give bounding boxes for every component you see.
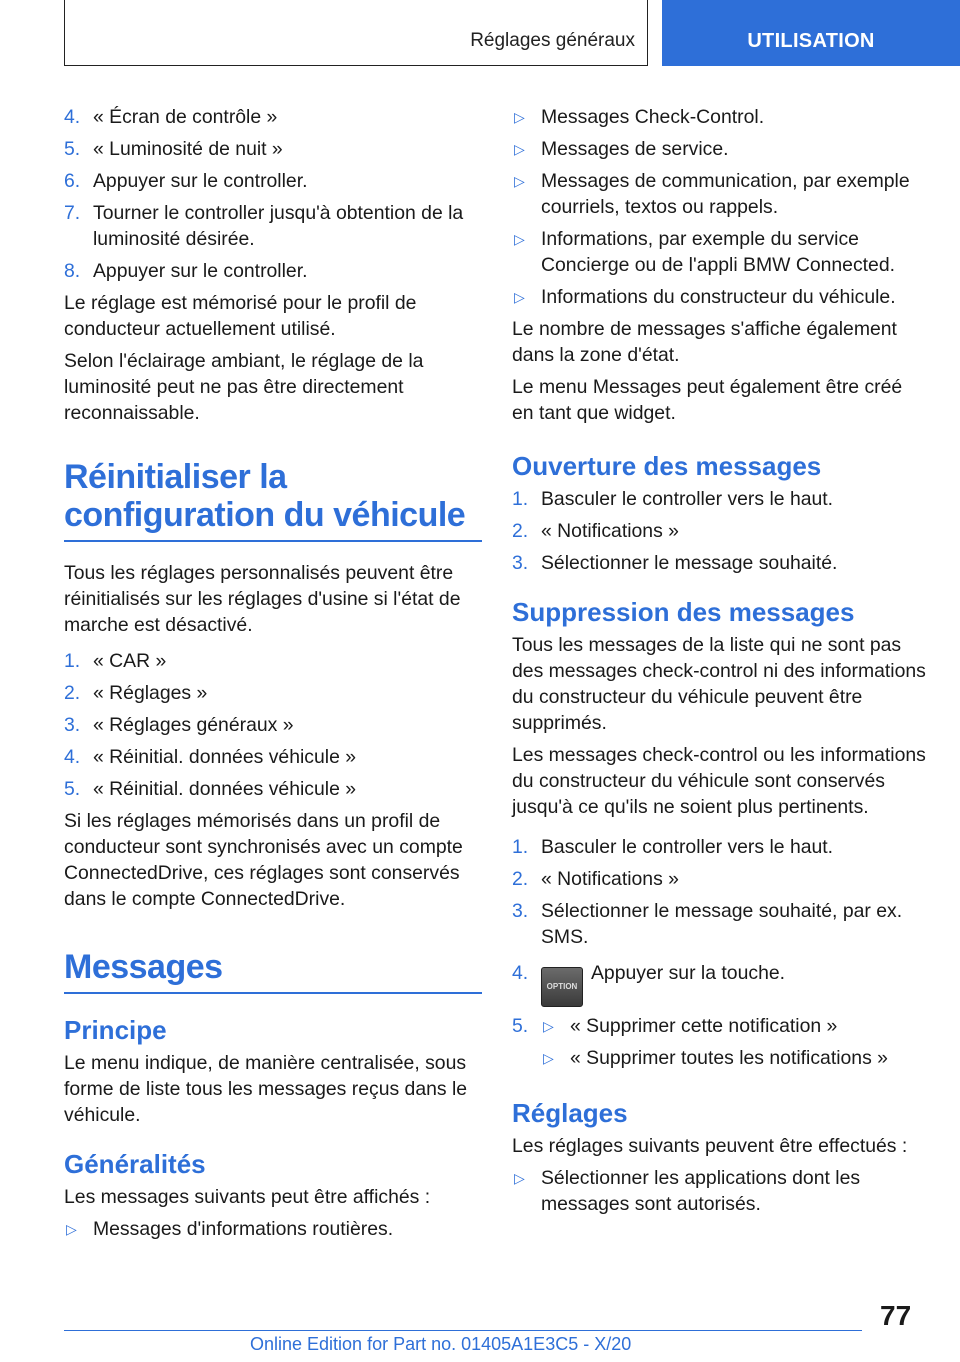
list-item: 2. « Notifications » — [512, 520, 679, 542]
list-item: ▷ Messages Check-Control. — [514, 106, 765, 128]
list-item: ▷ Sélectionner les applications dont les messages sont autorisés. — [514, 1167, 861, 1215]
header-chapter-title: UTILISATION — [747, 30, 875, 52]
list-item: 4. « Écran de contrôle » — [64, 106, 278, 128]
page-number: 77 — [880, 1300, 912, 1331]
bullet-icon: ▷ — [543, 1018, 554, 1034]
heading-messages: Messages — [64, 948, 482, 994]
header-chapter — [662, 0, 960, 66]
list-item: ▷ Messages de communication, par exemple courriels, textos ou rappels. — [514, 170, 910, 218]
footer-divider — [64, 1330, 862, 1331]
list-item: 4. OPTIONAppuyer sur la touche. — [512, 960, 928, 1007]
heading-generalites: Généralités — [64, 1149, 206, 1179]
paragraph: Selon l'éclairage ambiant, le réglage de la luminosité peut ne pas être directement reconnaissable. — [64, 350, 424, 424]
list-item: 5. « Luminosité de nuit » — [64, 138, 283, 160]
left-column — [64, 104, 482, 1248]
paragraph: Le réglage est mémorisé pour le profil de conducteur actuellement utilisé. — [64, 292, 417, 340]
steps-list — [64, 648, 482, 802]
paragraph: Si les réglages mémorisés dans un profil de conducteur sont synchronisés avec un compte ConnectedDrive, ces réglages sont conservés dans le compte ConnectedDrive. — [64, 810, 463, 910]
list-item: 3. Sélectionner le message souhaité. — [512, 552, 838, 574]
list-item: 4. « Réinitial. données véhicule » — [64, 746, 357, 768]
list-item: 2. « Notifications » — [512, 868, 679, 890]
sub-list-item: ▷ « Supprimer cette notification » — [543, 1015, 838, 1037]
heading-open-messages: Ouverture des messages — [512, 451, 822, 481]
list-item: ▷ Messages de service. — [514, 138, 729, 160]
steps-list — [64, 104, 482, 284]
paragraph: Tous les messages de la liste qui ne sont pas des messages check-control ni des informations du constructeur du véhicule peuvent être supprimés. — [512, 634, 926, 734]
list-item: 7. Tourner le controller jusqu'à obtention de la luminosité désirée. — [64, 202, 464, 250]
bullet-icon: ▷ — [543, 1050, 554, 1066]
paragraph: Tous les réglages personnalisés peuvent être réinitialisés sur les réglages d'usine si l'état de marche est désactivé. — [64, 562, 461, 636]
paragraph: Le nombre de messages s'affiche également dans la zone d'état. — [512, 318, 897, 366]
list-item: 5. ▷ « Supprimer cette notification » ▷ « Supprimer toutes les notifications » — [512, 1013, 928, 1077]
list-item: 8. Appuyer sur le controller. — [64, 260, 308, 282]
header-section — [64, 0, 648, 66]
list-item: ▷ Informations du constructeur du véhicule. — [514, 286, 896, 308]
header-section-title: Réglages généraux — [470, 30, 635, 51]
heading-settings: Réglages — [512, 1098, 628, 1128]
list-item: 3. Sélectionner le message souhaité, par ex. SMS. — [512, 900, 903, 948]
paragraph: Le menu indique, de manière centralisée, sous forme de liste tous les messages reçus dans le véhicule. — [64, 1052, 468, 1126]
paragraph: Les messages suivants peut être affichés : — [64, 1186, 431, 1208]
sub-list-item: ▷ « Supprimer toutes les notifications » — [543, 1047, 888, 1069]
footer-edition: Online Edition for Part no. 01405A1E3C5 - X/20 — [250, 1334, 632, 1354]
list-item: 1. Basculer le controller vers le haut. — [512, 488, 834, 510]
bullet-icon: ▷ — [66, 1221, 77, 1237]
list-item: 5. « Réinitial. données véhicule » — [64, 778, 357, 800]
paragraph: Le menu Messages peut également être créé en tant que widget. — [512, 376, 903, 424]
option-button-icon: OPTION — [541, 967, 583, 1007]
paragraph: Les réglages suivants peuvent être effectués : — [512, 1135, 908, 1157]
list-item: 3. « Réglages généraux » — [64, 714, 294, 736]
right-column — [512, 104, 928, 1223]
heading-principe: Principe — [64, 1015, 167, 1045]
heading-reset-config: Réinitialiser la configuration du véhicule — [64, 458, 482, 542]
list-item: 1. Basculer le controller vers le haut. — [512, 836, 834, 858]
list-item: 2. « Réglages » — [64, 682, 208, 704]
bullet-icon: ▷ — [514, 289, 525, 305]
paragraph: Les messages check-control ou les informations du constructeur du véhicule sont conservés jusqu'à ce qu'ils ne soient plus pertinents. — [512, 744, 926, 818]
list-item: 6. Appuyer sur le controller. — [64, 170, 308, 192]
bullet-icon: ▷ — [514, 109, 525, 125]
list-item: 1. « CAR » — [64, 650, 167, 672]
heading-delete-messages: Suppression des messages — [512, 597, 855, 627]
list-item: ▷ Informations, par exemple du service Concierge ou de l'appli BMW Connected. — [514, 228, 896, 276]
bullet-icon: ▷ — [514, 173, 525, 189]
bullet-icon: ▷ — [514, 1170, 525, 1186]
bullet-icon: ▷ — [514, 141, 525, 157]
list-item: ▷ Messages d'informations routières. — [66, 1218, 394, 1240]
bullet-icon: ▷ — [514, 231, 525, 247]
